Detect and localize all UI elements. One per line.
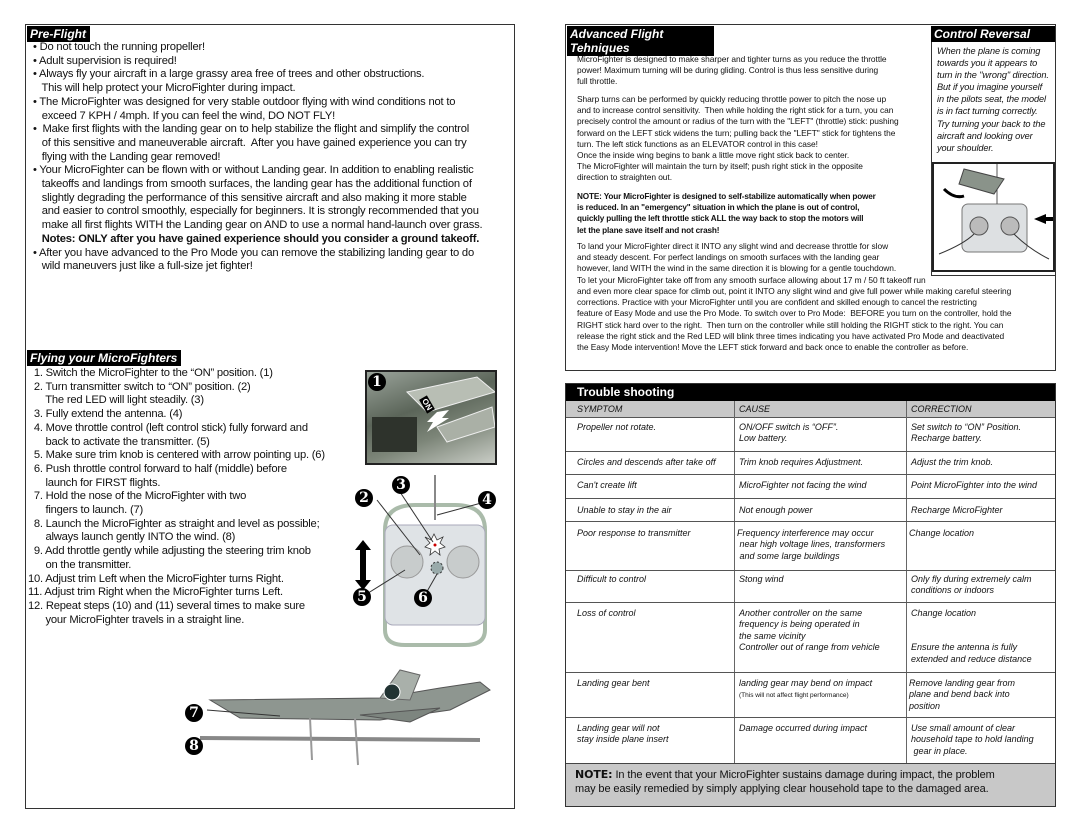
cause-cell: Trim knob requires Adjustment. xyxy=(739,457,864,467)
flying-step: fingers to launch. (7) xyxy=(28,504,144,517)
preflight-line: • After you have advanced to the Pro Mode you can remove the stabilizing landing gear to do xyxy=(33,246,474,259)
flying-step: 3. Fully extend the antenna. (4) xyxy=(28,408,183,421)
cause-cell: Not enough power xyxy=(739,505,813,515)
flying-step: 6. Push throttle control forward to half (middle) before xyxy=(28,462,287,475)
callout-5: 5 xyxy=(353,588,371,606)
flying-step: 8. Launch the MicroFighter as straight and level as possible; xyxy=(28,517,320,530)
symptom-cell: Poor response to transmitter xyxy=(577,528,691,538)
preflight-line: • Make first flights with the landing gear on to help stabilize the flight and simplify the control xyxy=(33,123,470,136)
note-text: In the event that your MicroFighter sustains damage during impact, the problem may be easily remedied by simply applying clear household tape to the damaged area. xyxy=(575,769,995,795)
flying-step: 10. Adjust trim Left when the MicroFighter turns Right. xyxy=(28,572,284,585)
callout-4: 4 xyxy=(478,491,496,509)
symptom-cell: Can't create lift xyxy=(577,480,637,490)
row-divider xyxy=(566,451,1055,452)
control-reversal-heading: Control Reversal xyxy=(931,26,1055,42)
preflight-line: flying with the Landing gear removed! xyxy=(33,150,221,163)
symptom-cell: Landing gear bent xyxy=(577,678,650,688)
correction-cell: Change location xyxy=(909,528,975,538)
row-divider xyxy=(566,498,1055,499)
symptom-cell: Difficult to control xyxy=(577,574,647,584)
preflight-line: wild maneuvers just like a full-size jet fighter! xyxy=(33,260,253,273)
callout-6: 6 xyxy=(414,589,432,607)
curved-arrow-icon xyxy=(944,189,964,197)
preflight-heading: Pre-Flight xyxy=(27,26,90,42)
left-stick-icon xyxy=(391,546,423,578)
preflight-list xyxy=(33,41,482,274)
callout-3: 3 xyxy=(392,476,410,494)
flying-step: 4. Move throttle control (left control stick) fully forward and xyxy=(28,421,308,434)
symptom-cell: Landing gear will not stay inside plane insert xyxy=(577,723,669,745)
preflight-line: • Always fly your aircraft in a large grassy area free of trees and other obstructions. xyxy=(33,68,425,81)
preflight-line: and easier to control smoothly, especially for beginners. It is strongly recommended that you xyxy=(33,205,479,218)
preflight-line: This will help protect your MicroFighter during impact. xyxy=(33,82,296,95)
callout-8: 8 xyxy=(185,737,203,755)
symptom-cell: Circles and descends after take off xyxy=(577,457,716,467)
flying-step: 5. Make sure trim knob is centered with arrow pointing up. (6) xyxy=(28,449,325,462)
preflight-line: • Your MicroFighter can be flown with or without Landing gear. In addition to enabling realistic xyxy=(33,164,474,177)
column-divider xyxy=(734,401,735,763)
arrow-icon xyxy=(1034,214,1053,224)
insignia-icon xyxy=(384,684,400,700)
callout-2: 2 xyxy=(355,489,373,507)
cause-note: (This will not affect flight performance) xyxy=(739,692,849,699)
row-divider xyxy=(566,717,1055,718)
preflight-notes: Notes: ONLY after you have gained experience should you consider a ground takeoff. xyxy=(33,232,480,245)
header-correction: CORRECTION xyxy=(911,404,972,414)
cause-cell: MicroFighter not facing the wind xyxy=(739,480,867,490)
flying-step: 11. Adjust trim Right when the MicroFighter turns Left. xyxy=(28,586,283,599)
damage-note xyxy=(566,763,1055,806)
preflight-line: make all first flights WITH the Landing gear on AND to use a normal hand-launch over grass. xyxy=(33,219,483,232)
cause-cell: Frequency interference may occur near high voltage lines, transformers and some large buildings xyxy=(737,528,886,561)
column-header-row xyxy=(566,401,1055,418)
troubleshooting-table xyxy=(565,383,1056,807)
flying-step: 9. Add throttle gently while adjusting the steering trim knob xyxy=(28,545,311,558)
preflight-line: takeoffs and landings from smooth surfaces, the landing gear has the additional function of xyxy=(33,178,472,191)
advanced-paragraph-4: and even more clear space for climb out, point it INTO any slight wind and give full power while making careful steering corrections. Practice with your MicroFighter until you are confident and skilled enough to cancel the restricting feature of Easy Mode and use the Pro Mode. To switch over to Pro Mode: BEFORE you turn on the controller, hold the RIGHT stick hard over to the right. Then turn on the controller while still holding the RIGHT stick to the right. You can release the right stick and the Red LED will blink three times indicating you have activated Pro Mode and deactivated the Easy Mode intervention! Move the LEFT stick forward and back once to enable the controller as before. xyxy=(577,286,1012,353)
flying-step: 2. Turn transmitter switch to “ON” position. (2) xyxy=(28,380,251,393)
callout-1: 1 xyxy=(368,373,386,391)
row-divider xyxy=(566,602,1055,603)
advanced-paragraph-2: Sharp turns can be performed by quickly reducing throttle power to pitch the nose up and to increase control sensitivity. Then while holding the right stick for a turn, you can precisely control the amount or radius of the turn with the "LEFT" (throttle) stick: pushing forward on the LEFT stick widens the turn; pulling back the "LEFT" stick for tightens the turn. The left stick functions as an ELEVATOR control in this case! Once the inside wing begins to bank a little move right stick back to center. The MicroFighter will maintain the turn by itself; push right stick in the opposite direction to straighten out. xyxy=(577,94,899,183)
preflight-line: • Adult supervision is required! xyxy=(33,54,177,67)
plane-launch-illustration xyxy=(180,660,510,775)
correction-cell: Change location Ensure the antenna is fully extended and reduce distance xyxy=(911,608,1032,664)
switch-on-label: ON xyxy=(420,397,434,412)
symptom-cell: Unable to stay in the air xyxy=(577,505,672,515)
row-divider xyxy=(566,521,1055,522)
preflight-line: of this sensitive and maneuverable aircraft. After you have gained experience you can try xyxy=(33,136,467,149)
flying-step: launch for FIRST flights. xyxy=(28,476,161,489)
flying-step: 12. Repeat steps (10) and (11) several times to make sure xyxy=(28,599,305,612)
preflight-line: exceed 7 KPH / 4mph. If you can feel the wind, DO NOT FLY! xyxy=(33,109,336,122)
flying-steps xyxy=(28,367,325,627)
row-divider xyxy=(566,672,1055,673)
advanced-heading: Advanced Flight Tehniques xyxy=(567,26,714,56)
advanced-paragraph-3: To land your MicroFighter direct it INTO any slight wind and decrease throttle for slow and steady descent. For perfect landings on smooth surfaces with the landing gear however, land WITH the wind in the same direction it is blowing for a gentle touchdown. To let your MicroFighter take off from any smooth surface allowing about 17 m / 50 ft takeoff run xyxy=(577,241,926,285)
up-down-arrow-icon xyxy=(355,540,371,590)
preflight-line: • Do not touch the running propeller! xyxy=(33,41,205,53)
launch-rod-icon xyxy=(200,738,480,740)
correction-cell: Use small amount of clear household tape to hold landing gear in place. xyxy=(911,723,1034,756)
callout-7: 7 xyxy=(185,704,203,722)
flying-step: on the transmitter. xyxy=(28,558,132,571)
cause-cell: ON/OFF switch is “OFF”. Low battery. xyxy=(739,422,839,444)
header-cause: CAUSE xyxy=(739,404,771,414)
correction-cell: Set switch to “ON” Position. Recharge battery. xyxy=(911,422,1022,444)
correction-cell: Only fly during extremely calm conditions or indoors xyxy=(911,574,1032,596)
control-reversal-text: When the plane is coming towards you it appears to turn in the "wrong" direction. But if you imagine yourself in the pilots seat, the model is in fact turning correctly. Try turning your back to the aircraft and looking over your shoulder. xyxy=(937,46,1049,153)
right-stick-icon xyxy=(447,546,479,578)
preflight-line: slightly degrading the performance of this sensitive aircraft and also making it more stable xyxy=(33,191,467,204)
header-symptom: SYMPTOM xyxy=(577,404,623,414)
note-label: NOTE: xyxy=(575,768,613,781)
cause-cell: Another controller on the same frequency is being operated in the same vicinity Controller out of range from vehicle xyxy=(739,608,880,653)
preflight-line: • The MicroFighter was designed for very stable outdoor flying with wind conditions not to xyxy=(33,95,456,108)
correction-cell: Point MicroFighter into the wind xyxy=(911,480,1038,490)
flying-step: back to activate the transmitter. (5) xyxy=(28,435,210,448)
row-divider xyxy=(566,474,1055,475)
column-divider xyxy=(906,401,907,763)
correction-cell: Remove landing gear from plane and bend back into position xyxy=(909,678,1016,711)
correction-cell: Adjust the trim knob. xyxy=(911,457,994,467)
flying-step: 1. Switch the MicroFighter to the “ON” position. (1) xyxy=(28,367,273,379)
flying-step: your MicroFighter travels in a straight line. xyxy=(28,613,245,626)
troubleshooting-title: Trouble shooting xyxy=(577,385,675,399)
advanced-paragraph-1: MicroFighter is designed to make sharper and tighter turns as you reduce the throttle power! Maximum turning will be during gliding. Control is thus less sensitive during full throttle. xyxy=(577,54,887,87)
cause-cell: Stong wind xyxy=(739,574,784,584)
row-divider xyxy=(566,570,1055,571)
plane-closeup-icon xyxy=(367,372,497,465)
controller-hands-photo xyxy=(932,162,1055,272)
symptom-cell: Propeller not rotate. xyxy=(577,422,657,432)
flying-step: The red LED will light steadily. (3) xyxy=(28,394,204,407)
emergency-note: NOTE: Your MicroFighter is designed to self-stabilize automatically when power is reduced. In an "emergency" situation in which the plane is out of control, quickly pulling the left throttle stick ALL the way back to stop the motors will let the plane save itself and not crash! xyxy=(577,192,876,235)
flying-heading: Flying your MicroFighters xyxy=(27,350,181,366)
cause-cell: Damage occurred during impact xyxy=(739,723,868,733)
flying-step: always launch gently INTO the wind. (8) xyxy=(28,531,236,544)
cause-cell: landing gear may bend on impact xyxy=(739,678,873,688)
trim-knob-icon xyxy=(431,562,443,574)
symptom-cell: Loss of control xyxy=(577,608,636,618)
plane-icon xyxy=(210,682,490,720)
correction-cell: Recharge MicroFighter xyxy=(911,505,1003,515)
flying-step: 7. Hold the nose of the MicroFighter with two xyxy=(28,490,247,503)
